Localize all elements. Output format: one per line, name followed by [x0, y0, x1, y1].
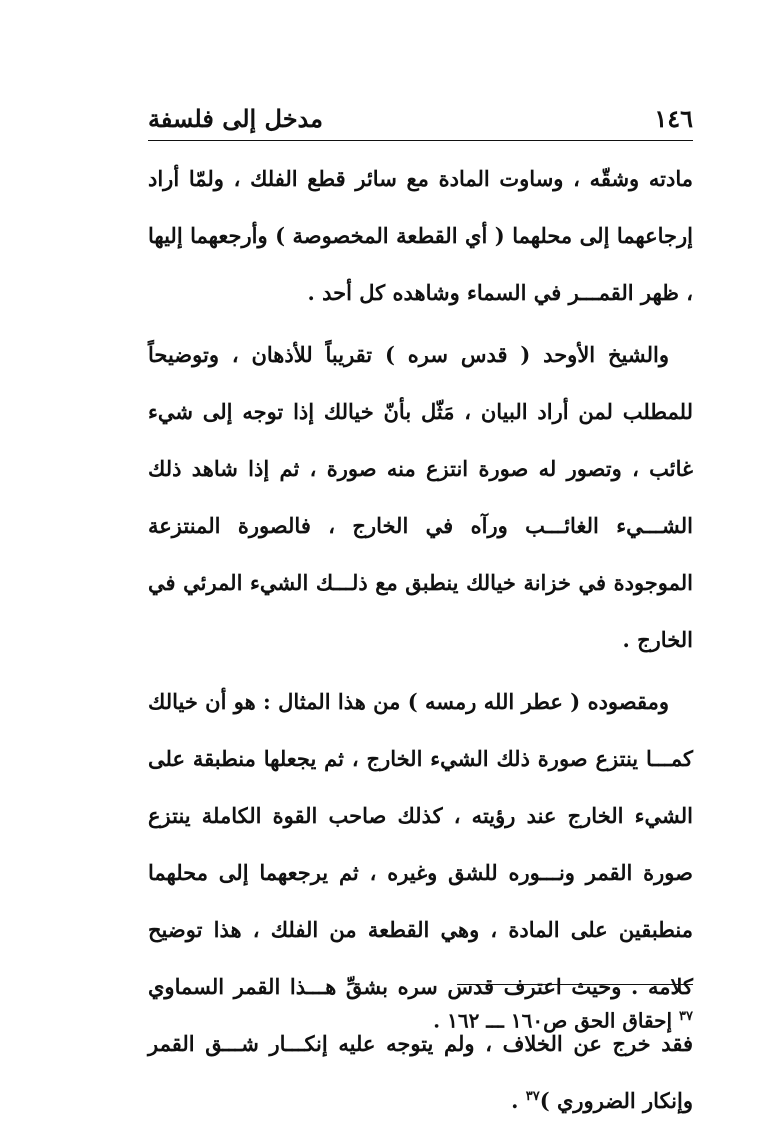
footnote-divider — [457, 984, 693, 985]
footnote-reference: ٣٧ — [525, 1089, 540, 1104]
footnote-number: ٣٧ — [679, 1009, 693, 1024]
paragraph-3-text: ومقصوده ( عطر الله رمسه ) من هذا المثال : هو أن خيالك كمـــا ينتزع صورة ذلك الشيء الخارج ، ثم يجعلها منطبقة على الشيء الخارج عند رؤيته ، كذلك صاحب القوة الكاملة ينتزع صورة القمر ونـــوره للشق وغيره ، ثم يرجعهما إلى محلهما منطبقين على المادة ، وهي القطعة من الفلك ، هذا توضيح كلامه . وحيث اعترف قدس سره بشقِّ هـــذا القمر السماوي فقد خرج عن الخلاف ، ولم يتوجه عليه إنكـــار شـــق القمر وإنكار الضروري ) — [148, 689, 693, 1113]
running-title: مدخل إلى فلسفة — [148, 103, 323, 133]
paragraph-2: والشيخ الأوحد ( قدس سره ) تقريباً للأذهان ، وتوضيحاً للمطلب لمن أراد البيان ، مَثّل بأنّ خيالك إذا توجه إلى شيء غائب ، وتصور له صورة انتزع منه صورة ، ثم إذا شاهد ذلك الشـــيء الغائـــب ورآه في الخارج ، فالصورة المنتزعة الموجودة في خزانة خيالك ينطبق مع ذلـــك الشيء المرئي في الخارج . — [148, 342, 693, 652]
paragraph-1: مادته وشقّه ، وساوت المادة مع سائر قطع الفلك ، ولمّا أراد إرجاعهما إلى محلهما ( أي القطعة المخصوصة ) وأرجعهما إليها ، ظهر القمـــر في السماء وشاهده كل أحد . — [148, 166, 693, 305]
page-number: ١٤٦ — [654, 103, 693, 133]
paragraph-3 — [148, 673, 693, 1129]
header-divider — [148, 140, 693, 141]
body-text — [148, 150, 693, 1129]
footnote-text: إحقاق الحق ص١٦٠ ـــ ١٦٢ . — [433, 1008, 680, 1033]
footnote — [148, 1002, 693, 1036]
page-header — [148, 98, 693, 138]
paragraph-3-end: . — [511, 1088, 526, 1113]
